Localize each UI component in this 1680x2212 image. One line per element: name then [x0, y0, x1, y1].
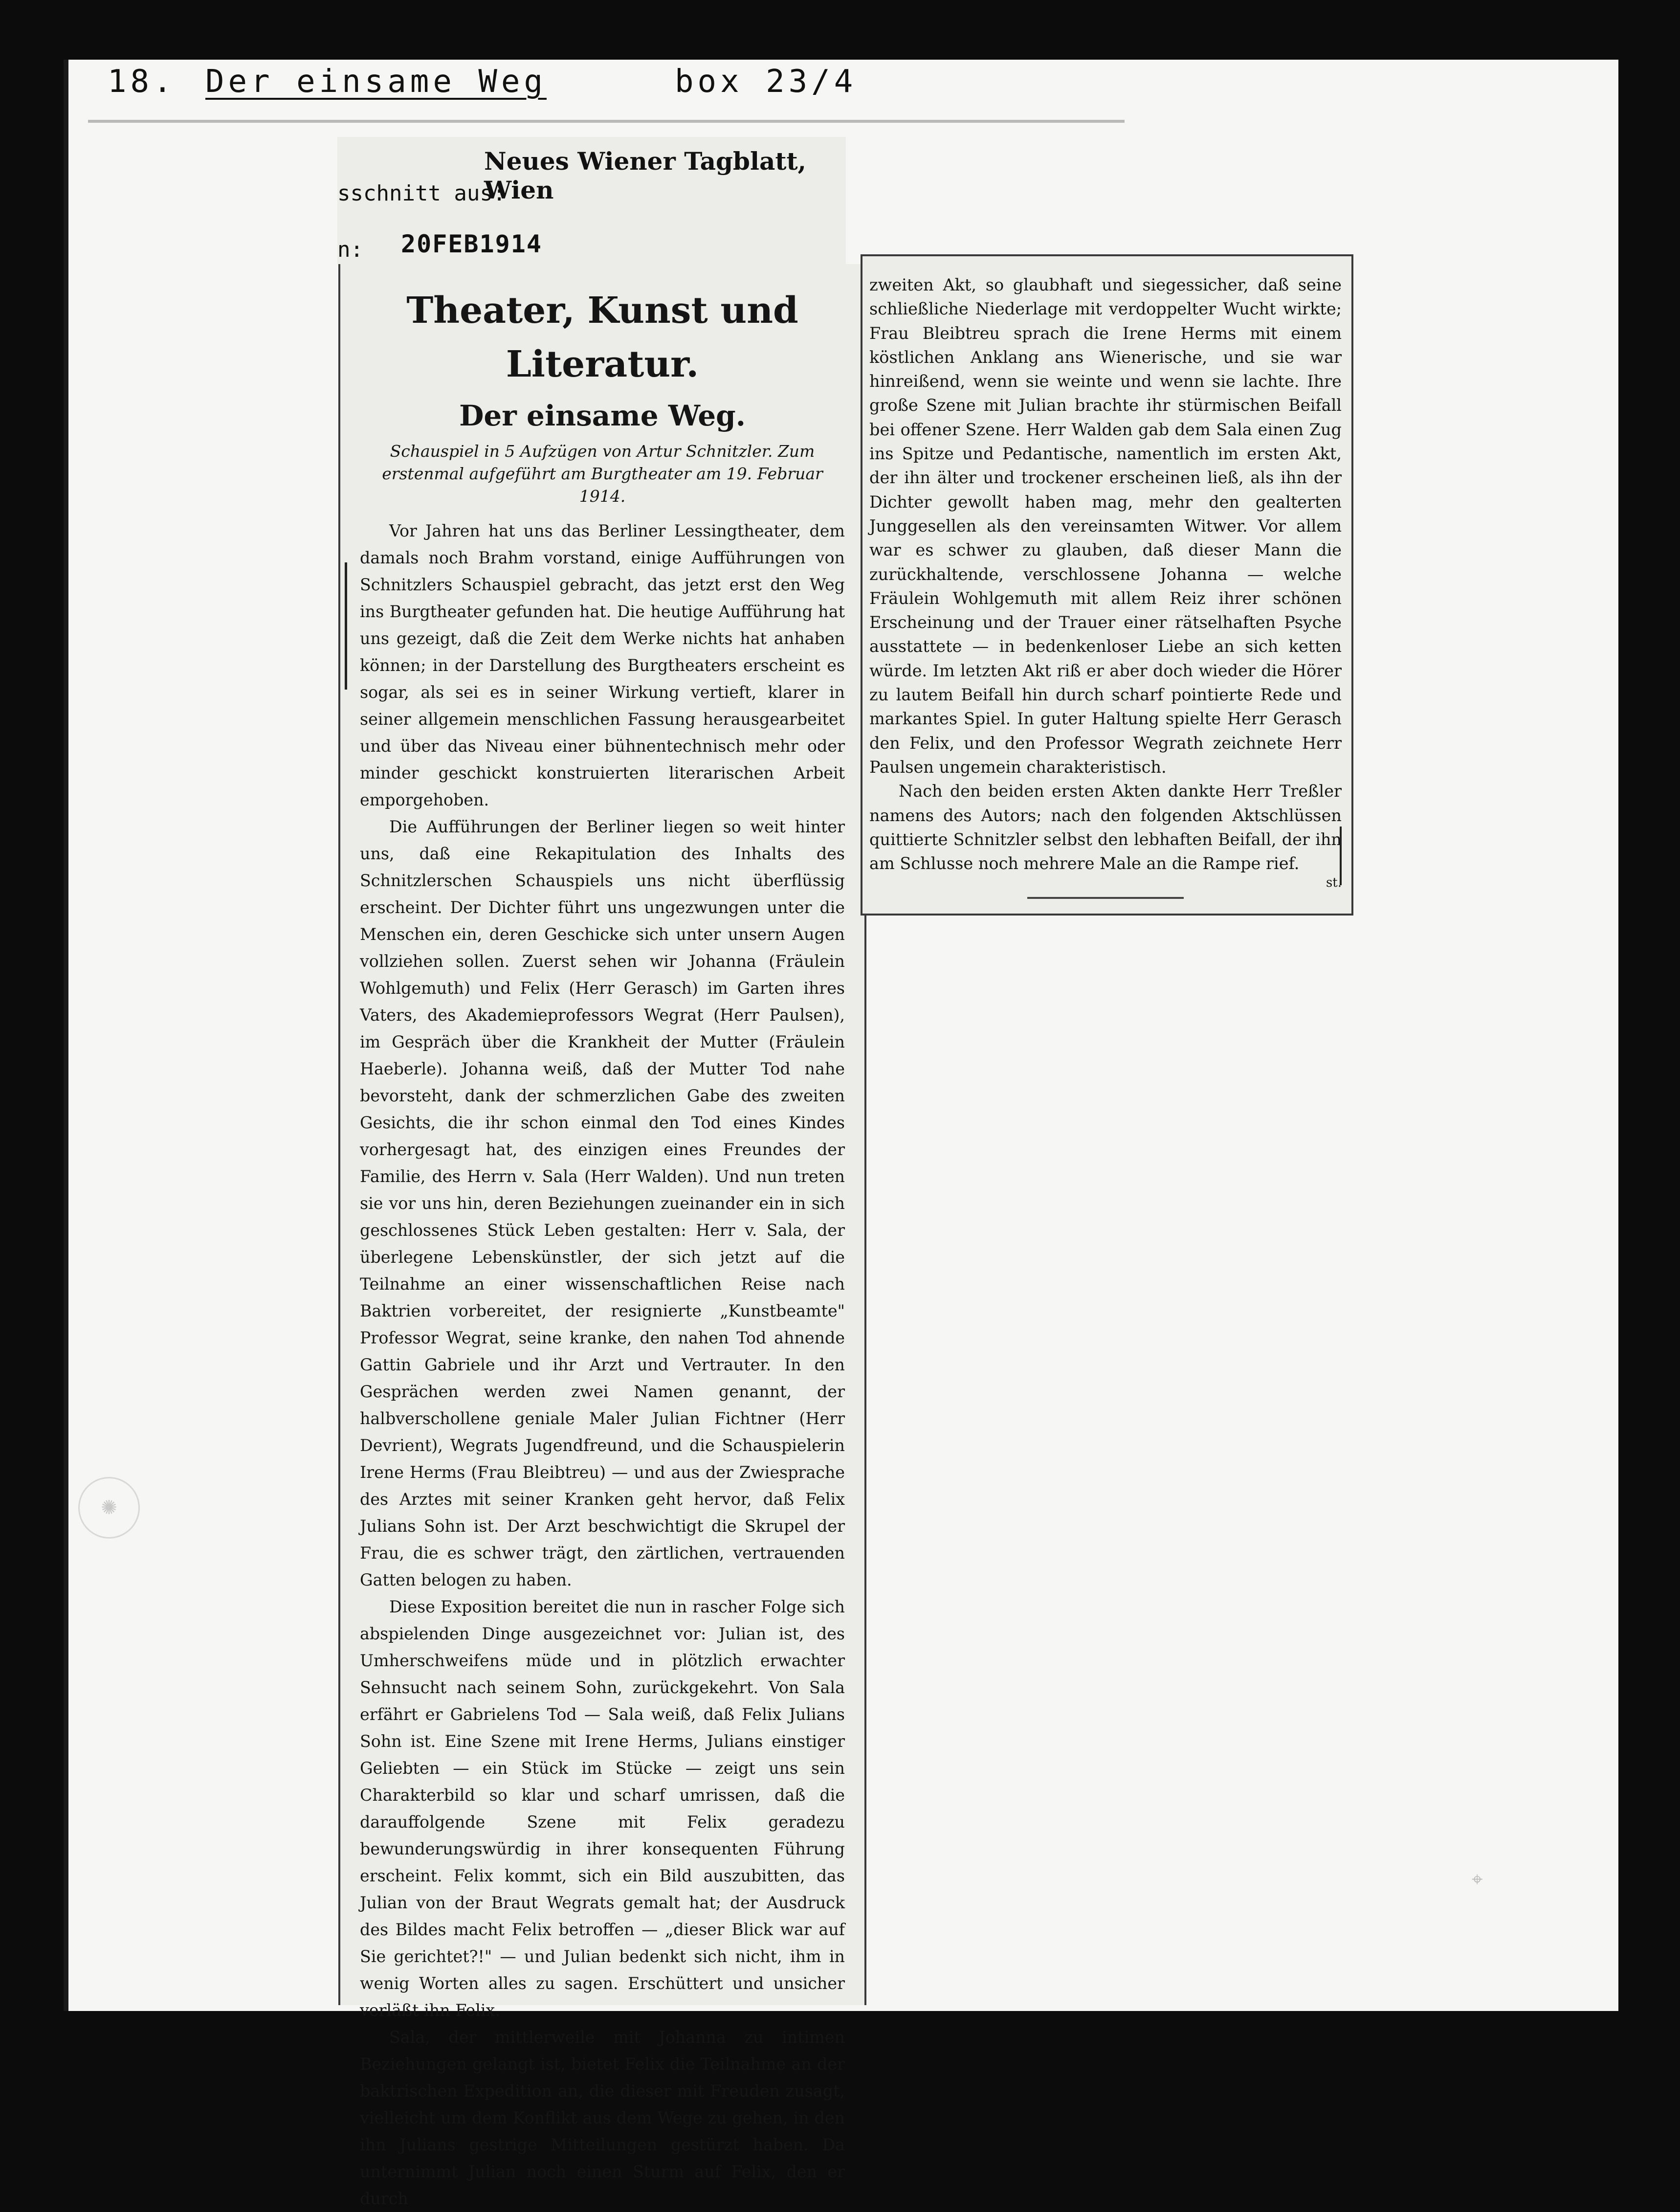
- article-subtitle: Schauspiel in 5 Aufzügen von Artur Schnitzler. Zum erstenmal aufgeführt am Burgtheater am 19. Februar 1914.: [382, 442, 823, 506]
- paragraph: Nach den beiden ersten Akten dankte Herr Treßler namens des Autors; nach den folgenden Aktschlüssen quittierte Schnitzler selbst den lebhaften Beifall, der ihn am Schlusse noch mehrere Male an die Rampe rief.: [869, 782, 1342, 873]
- paragraph: Die Aufführungen der Berliner liegen so weit hinter uns, daß eine Rekapitulation des Inhalts des Schnitzlerschen Schauspiels uns nicht überflüssig erscheint. Der Dichter führt uns ungezwungen unter die Menschen ein, deren Geschicke sich unter unsern Augen vollziehen sollen. Zuerst sehen wir Johanna (Fräulein Wohlgemuth) und Felix (Herr Gerasch) im Garten ihres Vaters, des Akademieprofessors Wegrat (Herr Paulsen), im Gespräch über die Krankheit der Mutter (Fräulein Haeberle). Johanna weiß, daß der Mutter Tod nahe bevorsteht, dank der schmerzlichen Gabe des zweiten Gesichts, die ihr schon einmal den Tod eines Kindes vorhergesagt hat, des einzigen eines Freundes der Familie, des Herrn v. Sala (Herr Walden). Und nun treten sie vor uns hin, deren Beziehungen zueinander ein in sich geschlossenes Stück Leben gestalten: Herr v. Sala, der überlegene Lebenskünstler, der sich jetzt auf die Teilnahme an einer wissenschaftlichen Reise nach Baktrien vorbereitet, der resignierte „Kunstbeamte" Professor Wegrat, seine kranke, den nahen Tod ahnende Gattin Gabriele und ihr Arzt und Vertrauter. In den Gesprächen werden zwei Namen genannt, der halbverschollene geniale Maler Julian Fichtner (Herr Devrient), Wegrats Jugendfreund, und die Schauspielerin Irene Herms (Frau Bleibtreu) — und aus der Zwiesprache des Arztes mit seiner Kranken geht hervor, daß Felix Julians Sohn ist. Der Arzt beschwichtigt die Skrupel der Frau, die es schwer trägt, den zärtlichen, vertrauenden Gatten belogen zu haben.: [360, 817, 845, 1589]
- pencil-mark: [345, 562, 347, 690]
- box-number: box 23/4: [675, 64, 857, 100]
- folder-number: 18.: [108, 64, 176, 100]
- source-slip: [337, 137, 846, 264]
- paragraph: Vor Jahren hat uns das Berliner Lessingtheater, dem damals noch Brahm vorstand, einige Aufführungen von Schnitzlers Schauspiel gebracht, das jetzt erst den Weg ins Burgtheater gefunden hat. Die heutige Aufführung hat uns gezeigt, daß die Zeit dem Werke nichts hat anhaben können; in der Darstellung des Burgtheaters erscheint es sogar, als sei es in seiner Wirkung vertieft, klarer in seiner allgemein menschlichen Fassung herausgearbeitet und über das Niveau einer bühnentechnisch mehr oder minder geschickt konstruierten literarischen Arbeit emporgehoben.: [360, 521, 845, 809]
- newspaper-name: Neues Wiener Tagblatt, Wien: [484, 147, 806, 204]
- article-right-text: [869, 273, 1342, 899]
- archive-stamp: ✺: [78, 1477, 140, 1539]
- section-heading: Theater, Kunst und Literatur.: [406, 290, 798, 385]
- date-stamp: 20FEB1914: [401, 230, 542, 258]
- clipping-left-column: [338, 264, 866, 2208]
- paragraph: Sala, der mittlerweile mit Johanna zu intimen Beziehungen gelangt ist, bietet Felix die Teilnahme an der baktrischen Expedition an, die dieser mit Freuden zusagt, vielleicht um dem Konflikt aus dem Wege zu gehen, in den ihn Julians gestrige Mitteilungen gestürzt haben. Da unternimmt Julian noch einen Sturm auf Felix, den er durch: [360, 2028, 845, 2208]
- article-title: Der einsame Weg.: [459, 399, 746, 432]
- header-divider: [88, 120, 1125, 123]
- article-left-text: [360, 279, 845, 2212]
- folder-header: [108, 64, 914, 103]
- clipping-right-column: [861, 254, 1353, 916]
- folder-title: Der einsame Weg: [205, 64, 547, 100]
- paragraph: Diese Exposition bereitet die nun in rascher Folge sich abspielenden Dinge ausgezeichnet vor: Julian ist, des Umherschweifens müde und in plötzlich erwachter Sehnsucht nach seinem Sohn, zurückgekehrt. Von Sala erfährt er Gabrielens Tod — Sala weiß, daß Felix Julians Sohn ist. Eine Szene mit Irene Herms, Julians einstiger Geliebten — ein Stück im Stücke — zeigt uns sein Charakterbild so klar und scharf umrissen, daß die darauffolgende Szene mit Felix geradezu bewunderungswürdig in ihrer konsequenten Führung erscheint. Felix kommt, sich ein Bild auszubitten, das Julian von der Braut Wegrats gemalt hat; der Ausdruck des Bildes macht Felix betroffen — „dieser Blick war auf Sie gerichtet?!" — und Julian bedenkt sich nicht, ihm in wenig Worten alles zu sagen. Erschüttert und unsicher verläßt ihn Felix.: [360, 1597, 845, 2020]
- signoff: st.: [1326, 875, 1342, 891]
- paragraph: zweiten Akt, so glaubhaft und siegessicher, daß seine schließliche Niederlage mit verdoppelter Wucht wirkte; Frau Bleibtreu sprach die Irene Herms mit einem köstlichen Anklang ans Wienerische, und sie war hinreißend, wenn sie weinte und wenn sie lachte. Ihre große Szene mit Julian brachte ihr stürmischen Beifall bei offener Szene. Herr Walden gab dem Sala einen Zug ins Spitze und Pedantische, namentlich im ersten Akt, der ihn älter und trockener erscheinen ließ, als ihn der Dichter gewollt haben mag, mehr den gealterten Junggesellen als den vereinsamten Witwer. Vor allem war es schwer zu glauben, daß dieser Mann die zurückhaltende, verschlossene Johanna — welche Fräulein Wohlgemuth mit allem Reiz ihrer schönen Erscheinung und der Trauer einer rätselhaften Psyche ausstattete — in bedenkenloser Liebe an sich ketten würde. Im letzten Akt riß er aber doch wieder die Hörer zu lautem Beifall hin durch scharf pointierte Rede und markantes Spiel. In guter Haltung spielte Herr Gerasch den Felix, und den Professor Wegrath zeichnete Herr Paulsen ungemein charakteristisch.: [869, 275, 1342, 777]
- pencil-mark: [1340, 827, 1342, 885]
- end-rule: [1027, 897, 1184, 899]
- corner-mark: ⌖: [1472, 1868, 1483, 1891]
- clipping-from-label: sschnitt aus:: [337, 181, 506, 206]
- date-label: n:: [337, 237, 363, 262]
